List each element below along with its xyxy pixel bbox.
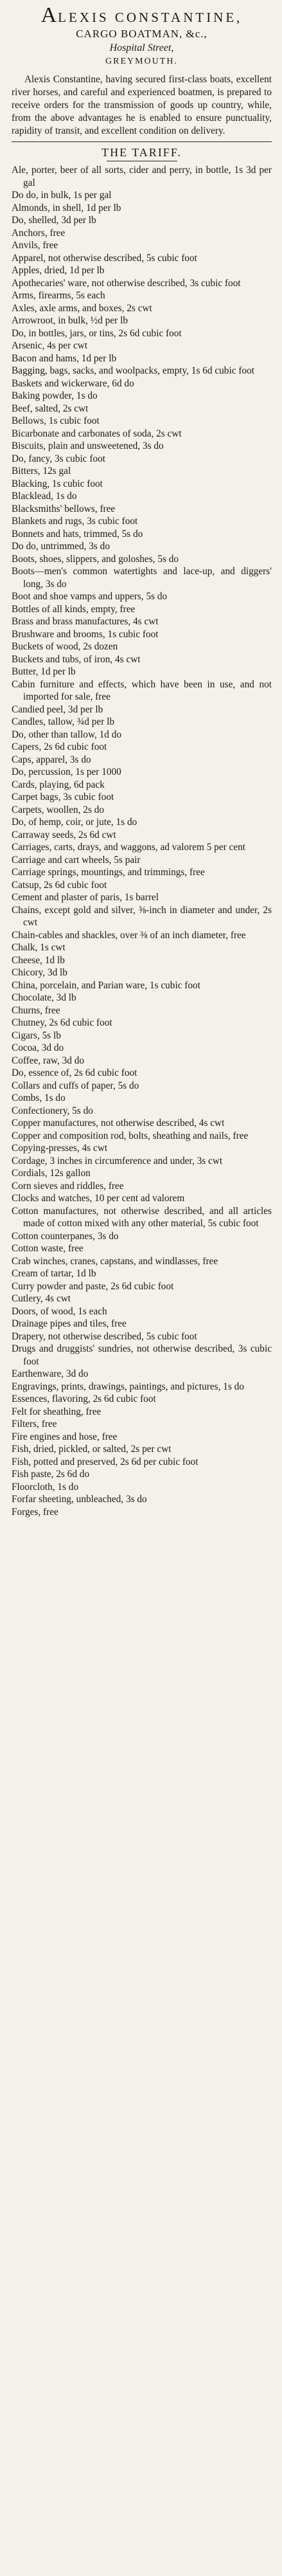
tariff-list bbox=[12, 164, 272, 1518]
tariff-item: Candles, tallow, ¾d per lb bbox=[12, 716, 115, 727]
tariff-item: Arsenic, 4s per cwt bbox=[12, 340, 88, 351]
tariff-item: Bellows, 1s cubic foot bbox=[12, 415, 100, 426]
tariff-item: Fire engines and hose, free bbox=[12, 1431, 118, 1442]
advert-town: GREYMOUTH. bbox=[105, 57, 178, 66]
tariff-item: Clocks and watches, 10 per cent ad valorem bbox=[12, 1193, 185, 1204]
advert-name-rest: LEXIS CONSTANTINE, bbox=[58, 10, 243, 25]
tariff-item: Filters, free bbox=[12, 1419, 57, 1429]
tariff-item: Chains, except gold and silver, ⅜-inch in diameter and under, 2s cwt bbox=[12, 904, 272, 928]
tariff-item: Capers, 2s 6d cubic foot bbox=[12, 741, 107, 752]
tariff-item: Corn sieves and riddles, free bbox=[12, 1180, 124, 1192]
tariff-item: Butter, 1d per lb bbox=[12, 666, 76, 677]
tariff-item: Earthenware, 3d do bbox=[12, 1368, 89, 1379]
tariff-item: Buckets of wood, 2s dozen bbox=[12, 641, 118, 652]
tariff-item: China, porcelain, and Parian ware, 1s cubic foot bbox=[12, 979, 200, 991]
tariff-item: Baskets and wickerware, 6d do bbox=[12, 377, 134, 389]
tariff-item: Carraway seeds, 2s 6d cwt bbox=[12, 829, 116, 840]
tariff-item: Cotton counterpanes, 3s do bbox=[12, 1230, 119, 1242]
tariff-item: Carriage and cart wheels, 5s pair bbox=[12, 854, 141, 866]
tariff-item: Bagging, bags, sacks, and woolpacks, empty, 1s 6d cubic foot bbox=[12, 365, 254, 376]
advert-body: Alexis Constantine, having secured first-class boats, excellent river horses, and careful and experienced boatmen, is prepared to receive orders for the transmission of goods up country, while, from the above advantages he is enabled to ensure punctuality, rapidity of transit, and excellent condition on delivery. bbox=[12, 74, 272, 136]
tariff-item: Do, shelled, 3d per lb bbox=[12, 215, 96, 226]
tariff-item: Brass and brass manufactures, 4s cwt bbox=[12, 616, 159, 627]
tariff-item: Do, essence of, 2s 6d cubic foot bbox=[12, 1067, 137, 1078]
tariff-item: Cheese, 1d lb bbox=[12, 954, 65, 966]
tariff-item: Drapery, not otherwise described, 5s cubic foot bbox=[12, 1330, 197, 1342]
tariff-item: Copper manufactures, not otherwise described, 4s cwt bbox=[12, 1118, 225, 1129]
tariff-item: Forfar sheeting, unbleached, 3s do bbox=[12, 1494, 147, 1505]
advert-name-initial: A bbox=[40, 3, 58, 27]
tariff-item: Cordials, 12s gallon bbox=[12, 1168, 91, 1179]
tariff-item: Do, other than tallow, 1d do bbox=[12, 729, 122, 740]
tariff-item: Blacklead, 1s do bbox=[12, 491, 77, 502]
tariff-item: Almonds, in shell, 1d per lb bbox=[12, 202, 121, 213]
tariff-item: Beef, salted, 2s cwt bbox=[12, 403, 89, 414]
tariff-item: Doors, of wood, 1s each bbox=[12, 1305, 107, 1317]
tariff-item: Arms, firearms, 5s each bbox=[12, 290, 105, 301]
tariff-item: Essences, flavoring, 2s 6d cubic foot bbox=[12, 1393, 156, 1404]
tariff-item: Boots—men's common watertights and lace-up, and diggers' long, 3s do bbox=[12, 566, 272, 590]
tariff-item: Buckets and tubs, of iron, 4s cwt bbox=[12, 653, 141, 665]
tariff-item: Baking powder, 1s do bbox=[12, 390, 98, 401]
tariff-item: Fish paste, 2s 6d do bbox=[12, 1469, 90, 1480]
tariff-item: Carriages, carts, drays, and waggons, ad valorem 5 per cent bbox=[12, 842, 246, 853]
tariff-item: Carriage springs, mountings, and trimmings, free bbox=[12, 867, 205, 878]
tariff-item: Cotton manufactures, not otherwise described, and all articles made of cotton mixed with any other material, 5s cubic foot bbox=[12, 1205, 272, 1229]
tariff-item: Cabin furniture and effects, which have been in use, and not imported for sale, free bbox=[12, 678, 272, 702]
tariff-item: Drainage pipes and tiles, free bbox=[12, 1318, 127, 1329]
tariff-item: Do, of hemp, coir, or jute, 1s do bbox=[12, 817, 137, 828]
tariff-item: Anchors, free bbox=[12, 227, 66, 239]
tariff-item: Do, in bottles, jars, or tins, 2s 6d cubic foot bbox=[12, 327, 182, 339]
tariff-item: Fish, dried, pickled, or salted, 2s per cwt bbox=[12, 1444, 172, 1455]
tariff-item: Felt for sheathing, free bbox=[12, 1406, 101, 1417]
tariff-item: Crab winches, cranes, capstans, and windlasses, free bbox=[12, 1255, 218, 1267]
tariff-item: Carpets, woollen, 2s do bbox=[12, 804, 105, 815]
tariff-item: Bacon and hams, 1d per lb bbox=[12, 352, 117, 364]
tariff-item: Boot and shoe vamps and uppers, 5s do bbox=[12, 591, 168, 602]
tariff-item: Catsup, 2s 6d cubic foot bbox=[12, 879, 107, 891]
tariff-item: Cards, playing, 6d pack bbox=[12, 779, 105, 790]
tariff-item: Fish, potted and preserved, 2s 6d per cubic foot bbox=[12, 1456, 198, 1467]
tariff-item: Bitters, 12s gal bbox=[12, 466, 71, 476]
tariff-item: Biscuits, plain and unsweetened, 3s do bbox=[12, 440, 164, 451]
tariff-item: Do do, in bulk, 1s per gal bbox=[12, 190, 112, 201]
tariff-item: Anvils, free bbox=[12, 240, 58, 251]
tariff-item: Drugs and druggists' sundries, not otherwise described, 3s cubic foot bbox=[12, 1343, 272, 1367]
tariff-item: Chutney, 2s 6d cubic foot bbox=[12, 1017, 112, 1028]
tariff-item: Apparel, not otherwise described, 5s cubic foot bbox=[12, 252, 197, 264]
tariff-item: Ale, porter, beer of all sorts, cider and perry, in bottle, 1s 3d per gal bbox=[12, 165, 272, 188]
tariff-item: Chalk, 1s cwt bbox=[12, 942, 66, 953]
tariff-item: Carpet bags, 3s cubic foot bbox=[12, 792, 114, 803]
tariff-item: Confectionery, 5s do bbox=[12, 1105, 93, 1116]
advert-address: Hospital Street, bbox=[109, 42, 174, 53]
tariff-item: Boots, shoes, slippers, and goloshes, 5s do bbox=[12, 553, 179, 565]
tariff-item: Caps, apparel, 3s do bbox=[12, 754, 91, 765]
tariff-item: Cocoa, 3d do bbox=[12, 1042, 64, 1053]
tariff-item: Cotton waste, free bbox=[12, 1243, 84, 1254]
tariff-item: Cement and plaster of paris, 1s barrel bbox=[12, 892, 159, 903]
tariff-item: Do, fancy, 3s cubic foot bbox=[12, 453, 105, 464]
tariff-item: Brushware and brooms, 1s cubic foot bbox=[12, 628, 159, 640]
tariff-item: Floorcloth, 1s do bbox=[12, 1481, 79, 1492]
tariff-item: Arrowroot, in bulk, ½d per lb bbox=[12, 315, 128, 326]
tariff-item: Cordage, 3 inches in circumference and under, 3s cwt bbox=[12, 1155, 223, 1166]
tariff-item: Blankets and rugs, 3s cubic foot bbox=[12, 516, 138, 527]
advert-name bbox=[12, 3, 272, 27]
tariff-item: Bottles of all kinds, empty, free bbox=[12, 603, 136, 615]
tariff-item: Cream of tartar, 1d lb bbox=[12, 1268, 96, 1279]
tariff-item: Apothecaries' ware, not otherwise described, 3s cubic foot bbox=[12, 277, 241, 289]
tariff-item: Curry powder and paste, 2s 6d cubic foot bbox=[12, 1280, 174, 1292]
tariff-item: Blacksmiths' bellows, free bbox=[12, 503, 116, 514]
tariff-item: Do, percussion, 1s per 1000 bbox=[12, 766, 121, 777]
tariff-item: Bonnets and hats, trimmed, 5s do bbox=[12, 528, 143, 540]
tariff-item: Cigars, 5s lb bbox=[12, 1029, 61, 1041]
tariff-item: Copper and composition rod, bolts, sheathing and nails, free bbox=[12, 1130, 249, 1141]
tariff-item: Do do, untrimmed, 3s do bbox=[12, 541, 110, 552]
tariff-item: Bicarbonate and carbonates of soda, 2s cwt bbox=[12, 428, 182, 439]
tariff-title: THE TARIFF. bbox=[101, 146, 182, 159]
tariff-item: Chicory, 3d lb bbox=[12, 967, 67, 978]
tariff-item: Engravings, prints, drawings, paintings, and pictures, 1s do bbox=[12, 1381, 244, 1392]
advert-trade: CARGO BOATMAN, &c., bbox=[76, 28, 207, 40]
tariff-item: Blacking, 1s cubic foot bbox=[12, 478, 103, 489]
tariff-item: Chocolate, 3d lb bbox=[12, 992, 76, 1003]
advert-header bbox=[12, 3, 272, 68]
tariff-item: Churns, free bbox=[12, 1004, 60, 1016]
tariff-item: Copying-presses, 4s cwt bbox=[12, 1143, 108, 1154]
tariff-item: Coffee, raw, 3d do bbox=[12, 1055, 84, 1066]
tariff-item: Apples, dried, 1d per lb bbox=[12, 265, 105, 276]
tariff-item: Combs, 1s do bbox=[12, 1093, 66, 1103]
tariff-item: Chain-cables and shackles, over ⅜ of an inch diameter, free bbox=[12, 929, 246, 941]
tariff-item: Forges, free bbox=[12, 1506, 58, 1518]
tariff-item: Axles, axle arms, and boxes, 2s cwt bbox=[12, 302, 152, 314]
tariff-item: Cutlery, 4s cwt bbox=[12, 1293, 71, 1304]
tariff-item: Collars and cuffs of paper, 5s do bbox=[12, 1080, 139, 1091]
tariff-item: Candied peel, 3d per lb bbox=[12, 703, 103, 715]
section-divider bbox=[12, 141, 272, 142]
